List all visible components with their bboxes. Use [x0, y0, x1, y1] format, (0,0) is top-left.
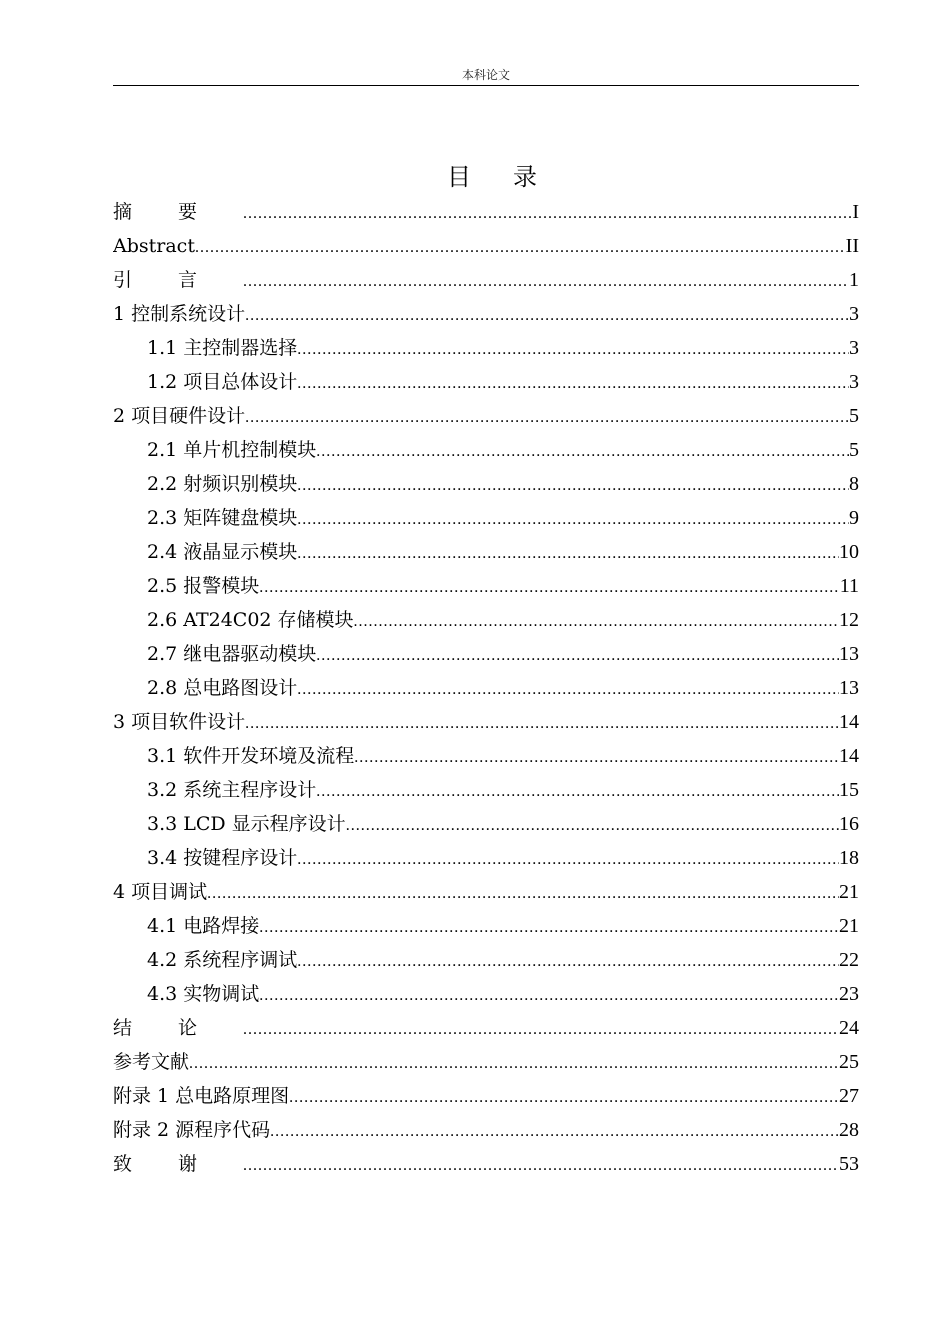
toc-entry-page: I	[852, 201, 859, 223]
toc-leader-dots	[245, 707, 839, 739]
toc-entry[interactable]	[113, 841, 859, 875]
toc-entry-label: 2.6 AT24C02 存储模块	[147, 609, 354, 631]
toc-entry[interactable]	[113, 705, 859, 739]
toc-entry-page: 10	[839, 541, 859, 563]
toc-entry-page: 21	[839, 881, 859, 903]
toc-entry-page: 22	[839, 949, 859, 971]
toc-entry-label: 摘要	[113, 201, 244, 223]
toc-entry-label: 2.8 总电路图设计	[147, 677, 298, 699]
toc-entry[interactable]	[113, 1113, 859, 1147]
toc-entry-label: 2.3 矩阵键盘模块	[147, 507, 298, 529]
toc-entry-page: 14	[839, 711, 859, 733]
toc-entry-label: 4.2 系统程序调试	[147, 949, 298, 971]
toc-entry[interactable]	[113, 1079, 859, 1113]
toc-entry[interactable]	[113, 297, 859, 331]
toc-entry[interactable]	[113, 637, 859, 671]
toc-entry-label: 2.1 单片机控制模块	[147, 439, 317, 461]
toc-leader-dots	[195, 231, 846, 263]
toc-entry[interactable]	[113, 773, 859, 807]
toc-leader-dots	[245, 299, 849, 331]
toc-entry[interactable]	[113, 739, 859, 773]
toc-entry[interactable]	[113, 501, 859, 535]
toc-entry-label: 4.1 电路焊接	[147, 915, 260, 937]
toc-entry-page: 15	[839, 779, 859, 801]
toc-leader-dots	[297, 843, 839, 875]
toc-leader-dots	[297, 945, 839, 977]
toc-entry[interactable]	[113, 263, 859, 297]
toc-title: 目录	[447, 163, 579, 191]
toc-entry-page: 8	[849, 473, 859, 495]
table-of-contents	[113, 195, 859, 1181]
toc-entry-label: Abstract	[113, 235, 195, 257]
toc-leader-dots	[316, 775, 839, 807]
toc-entry-label: 2.7 继电器驱动模块	[147, 643, 317, 665]
toc-entry-label: 4 项目调试	[113, 881, 208, 903]
toc-entry-page: 5	[849, 439, 859, 461]
toc-entry[interactable]	[113, 433, 859, 467]
toc-entry-label: 2.5 报警模块	[147, 575, 260, 597]
toc-entry-page: 1	[849, 269, 859, 291]
toc-entry-label: 2.2 射频识别模块	[147, 473, 298, 495]
toc-entry[interactable]	[113, 909, 859, 943]
toc-entry-label: 1.2 项目总体设计	[147, 371, 298, 393]
toc-leader-dots	[243, 265, 849, 297]
toc-entry-page: 27	[839, 1085, 859, 1107]
toc-leader-dots	[316, 435, 849, 467]
toc-entry-page: II	[845, 235, 859, 257]
toc-entry-page: 21	[839, 915, 859, 937]
toc-entry-page: 3	[849, 371, 859, 393]
toc-entry-page: 24	[839, 1017, 859, 1039]
toc-entry-page: 3	[849, 303, 859, 325]
header-rule	[113, 85, 859, 86]
toc-entry[interactable]	[113, 399, 859, 433]
toc-entry-label: 3.2 系统主程序设计	[147, 779, 317, 801]
toc-entry-page: 13	[839, 677, 859, 699]
toc-entry-page: 28	[839, 1119, 859, 1141]
toc-entry-label: 参考文献	[113, 1051, 190, 1073]
toc-entry-page: 16	[839, 813, 859, 835]
toc-entry[interactable]	[113, 1045, 859, 1079]
toc-entry[interactable]	[113, 535, 859, 569]
toc-entry[interactable]	[113, 331, 859, 365]
toc-leader-dots	[346, 809, 839, 841]
toc-entry-page: 9	[849, 507, 859, 529]
toc-leader-dots	[297, 673, 839, 705]
toc-entry-page: 18	[839, 847, 859, 869]
toc-entry[interactable]	[113, 807, 859, 841]
toc-leader-dots	[243, 1013, 839, 1045]
toc-leader-dots	[297, 367, 849, 399]
toc-leader-dots	[207, 877, 839, 909]
toc-entry-label: 4.3 实物调试	[147, 983, 260, 1005]
toc-entry-page: 13	[839, 643, 859, 665]
toc-leader-dots	[297, 469, 849, 501]
toc-leader-dots	[270, 1115, 839, 1147]
toc-entry-page: 5	[849, 405, 859, 427]
toc-entry-label: 附录 2 源程序代码	[113, 1119, 271, 1141]
toc-entry-label: 3.1 软件开发环境及流程	[147, 745, 355, 767]
toc-leader-dots	[289, 1081, 839, 1113]
toc-entry[interactable]	[113, 467, 859, 501]
toc-entry[interactable]	[113, 195, 859, 229]
toc-entry-label: 2 项目硬件设计	[113, 405, 246, 427]
toc-entry[interactable]	[113, 569, 859, 603]
toc-entry[interactable]	[113, 1011, 859, 1045]
toc-leader-dots	[354, 605, 839, 637]
toc-entry-label: 1 控制系统设计	[113, 303, 246, 325]
toc-entry[interactable]	[113, 943, 859, 977]
toc-entry-page: 53	[839, 1153, 859, 1175]
toc-entry-label: 3 项目软件设计	[113, 711, 246, 733]
toc-leader-dots	[354, 741, 839, 773]
toc-leader-dots	[243, 1149, 839, 1181]
toc-leader-dots	[259, 979, 839, 1011]
toc-leader-dots	[297, 537, 839, 569]
toc-leader-dots	[259, 911, 839, 943]
toc-leader-dots	[259, 571, 839, 603]
toc-entry-page: 12	[839, 609, 859, 631]
toc-leader-dots	[245, 401, 849, 433]
toc-leader-dots	[189, 1047, 839, 1079]
toc-leader-dots	[243, 197, 852, 229]
toc-entry[interactable]	[113, 1147, 859, 1181]
toc-entry[interactable]	[113, 671, 859, 705]
toc-entry[interactable]	[113, 229, 859, 263]
toc-entry-label: 3.4 按键程序设计	[147, 847, 298, 869]
page-header: 本科论文	[461, 68, 510, 82]
toc-entry-label: 1.1 主控制器选择	[147, 337, 298, 359]
toc-entry-label: 结论	[113, 1017, 244, 1039]
toc-entry-page: 11	[839, 575, 859, 597]
toc-entry-label: 附录 1 总电路原理图	[113, 1085, 290, 1107]
toc-entry-label: 3.3 LCD 显示程序设计	[147, 813, 346, 835]
toc-leader-dots	[297, 333, 849, 365]
toc-entry-page: 14	[839, 745, 859, 767]
toc-entry[interactable]	[113, 365, 859, 399]
toc-entry-page: 23	[839, 983, 859, 1005]
toc-entry-page: 25	[839, 1051, 859, 1073]
toc-leader-dots	[297, 503, 849, 535]
toc-entry-page: 3	[849, 337, 859, 359]
toc-entry-label: 致谢	[113, 1153, 244, 1175]
toc-entry[interactable]	[113, 875, 859, 909]
toc-entry-label: 2.4 液晶显示模块	[147, 541, 298, 563]
toc-entry[interactable]	[113, 977, 859, 1011]
toc-entry[interactable]	[113, 603, 859, 637]
toc-entry-label: 引言	[113, 269, 244, 291]
toc-leader-dots	[316, 639, 839, 671]
